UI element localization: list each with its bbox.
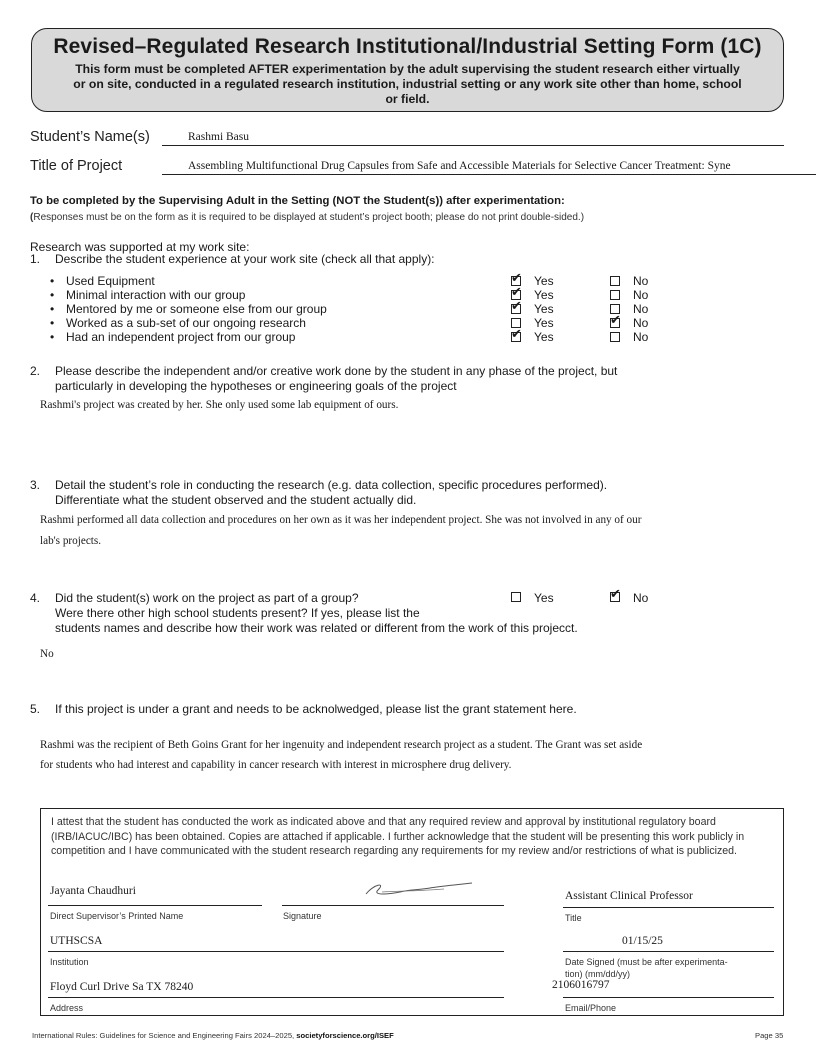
q1-item-no-checkbox[interactable] (610, 313, 621, 328)
q3-text-line2: Differentiate what the student observed and the student actually did. (55, 493, 417, 507)
q1-item-label: Had an independent project from our group (66, 330, 296, 344)
q1-item-yes-checkbox[interactable] (511, 299, 522, 314)
q5-text: If this project is under a grant and needs to be acknolwedged, please list the grant statement here. (55, 702, 577, 716)
q2-response[interactable]: Rashmi's project was created by her. She only used some lab equipment of ours. (40, 399, 399, 411)
email-phone-field[interactable]: 2106016797 (552, 979, 610, 991)
q1-item-no-label: No (633, 288, 649, 302)
institution-field[interactable]: UTHSCSA (50, 935, 103, 947)
bullet-icon: • (50, 316, 55, 330)
email-phone-label: Email/Phone (565, 1003, 617, 1013)
q1-item-label: Mentored by me or someone else from our group (66, 302, 327, 316)
instructions-note (30, 212, 584, 223)
footer-link[interactable]: societyforscience.org/ISEF (296, 1031, 394, 1040)
q5-number: 5. (30, 702, 41, 716)
bullet-icon: • (50, 288, 55, 302)
address-line (48, 997, 504, 998)
q3-response-line1[interactable]: Rashmi performed all data collection and procedures on her own as it was her independent project. She was not involved in any of our (40, 514, 642, 526)
q1-item-yes-label: Yes (534, 288, 554, 302)
q1-item-no-label: No (633, 330, 649, 344)
supervisor-name-field[interactable]: Jayanta Chaudhuri (50, 885, 136, 897)
supported-statement: Research was supported at my work site: (30, 240, 250, 254)
q1-item-yes-label: Yes (534, 330, 554, 344)
q1-item-label: Used Equipment (66, 274, 155, 288)
date-signed-label-line1: Date Signed (must be after experimenta- (565, 957, 728, 967)
q1-number: 1. (30, 252, 41, 266)
checkbox-check-icon: ✔ (610, 313, 621, 328)
project-title-label: Title of Project (30, 158, 123, 174)
q1-item-no-checkbox[interactable] (610, 290, 620, 300)
q1-item-no-checkbox[interactable] (610, 276, 620, 286)
q1-item-no-checkbox[interactable] (610, 332, 620, 342)
q4-text-line3: students names and describe how their work was related or different from the work of this projecct. (55, 621, 578, 635)
bullet-icon: • (50, 330, 55, 344)
footer-page-number: Page 35 (755, 1031, 784, 1040)
address-label: Address (50, 1003, 84, 1013)
bullet-icon: • (50, 274, 55, 288)
q4-no-checkbox[interactable] (610, 587, 621, 602)
signature-label: Signature (283, 911, 322, 921)
checkbox-check-icon: ✔ (511, 299, 522, 314)
instructions-note-text: Responses must be on the form as it is required to be displayed at student’s project booth; please do not print double-sided.) (33, 212, 585, 223)
q4-text-line1: Did the student(s) work on the project as part of a group? (55, 591, 359, 605)
q2-text-line2: particularly in developing the hypotheses or engineering goals of the project (55, 379, 457, 393)
q3-number: 3. (30, 478, 41, 492)
q1-item-label: Worked as a sub-set of our ongoing research (66, 316, 306, 330)
institution-label: Institution (50, 957, 89, 967)
q4-no-label: No (633, 591, 649, 605)
project-title-line (162, 174, 816, 175)
q4-text-line2: Were there other high school students present? If yes, please list the (55, 606, 420, 620)
student-name-field[interactable]: Rashmi Basu (188, 131, 250, 143)
title-field[interactable]: Assistant Clinical Professor (565, 890, 693, 902)
q1-item-yes-label: Yes (534, 302, 554, 316)
title-line (563, 907, 774, 908)
q4-yes-checkbox[interactable] (511, 592, 521, 602)
signature-line[interactable] (282, 905, 504, 906)
instructions-note-paren: ( (30, 212, 34, 223)
signature-image (360, 880, 480, 900)
q1-item-no-label: No (633, 274, 649, 288)
q2-number: 2. (30, 364, 41, 378)
form-subtitle: This form must be completed AFTER experimentation by the adult supervising the student research either virtually or on site, conducted in a regulated research institution, industrial setting or any work site other than home, school or field. (73, 62, 742, 106)
q1-item-yes-label: Yes (534, 316, 554, 330)
instructions-heading: To be completed by the Supervising Adult in the Setting (NOT the Student(s)) after experimentation: (30, 195, 565, 207)
address-field[interactable]: Floyd Curl Drive Sa TX 78240 (50, 981, 194, 993)
checkbox-check-icon: ✔ (511, 285, 522, 300)
q1-item-label: Minimal interaction with our group (66, 288, 246, 302)
footer-guidelines-text: International Rules: Guidelines for Science and Engineering Fairs 2024–2025, (32, 1031, 297, 1040)
q1-item-yes-checkbox[interactable] (511, 327, 522, 342)
form-title-box (31, 28, 784, 112)
q1-item-no-label: No (633, 302, 649, 316)
q3-response-line2[interactable]: lab's projects. (40, 535, 102, 547)
institution-line (48, 951, 504, 952)
date-signed-label-line2: tion) (mm/dd/yy) (565, 969, 631, 979)
student-name-line (162, 145, 784, 146)
checkbox-check-icon: ✔ (511, 327, 522, 342)
student-name-label: Student’s Name(s) (30, 129, 150, 145)
supervisor-name-label: Direct Supervisor’s Printed Name (50, 911, 184, 921)
date-signed-field[interactable]: 01/15/25 (622, 935, 663, 947)
q4-number: 4. (30, 591, 41, 605)
q5-response-line2[interactable]: for students who had interest and capability in cancer research with interest in microsphere drug delivery. (40, 759, 512, 771)
title-label: Title (565, 913, 582, 923)
q1-item-no-label: No (633, 316, 649, 330)
checkbox-check-icon: ✔ (610, 587, 621, 602)
q3-text-line1: Detail the student’s role in conducting the research (e.g. data collection, specific procedures performed). (55, 478, 608, 492)
q1-text: Describe the student experience at your work site (check all that apply): (55, 252, 435, 266)
supervisor-name-line (48, 905, 262, 906)
q2-text-line1: Please describe the independent and/or creative work done by the student in any phase of the project, but (55, 364, 618, 378)
form-title: Revised–Regulated Research Institutional/Industrial Setting Form (1C) (53, 35, 762, 58)
q5-response-line1[interactable]: Rashmi was the recipient of Beth Goins Grant for her ingenuity and independent research project as a student. The Grant was set aside (40, 739, 643, 751)
bullet-icon: • (50, 302, 55, 316)
email-phone-line (563, 997, 774, 998)
checkbox-check-icon: ✔ (511, 271, 522, 286)
q1-item-yes-label: Yes (534, 274, 554, 288)
q4-response[interactable]: No (40, 648, 54, 660)
date-signed-line (563, 951, 774, 952)
q4-yes-label: Yes (534, 591, 554, 605)
attestation-text: I attest that the student has conducted the work as indicated above and that any required review and approval by institutional regulatory board (IRB/IACUC/IBC) has been obtained. Copies are attached if applicable. I further acknowledge that the student will be presenting this work publicly in competition and I have communicated with the student research regarding any requirements for my review and/or restrictions of what is publicized. (51, 816, 745, 857)
project-title-field[interactable]: Assembling Multifunctional Drug Capsules from Safe and Accessible Materials for Selective Cancer Treatment: Syne (188, 160, 731, 172)
footer-guidelines (32, 1031, 394, 1040)
